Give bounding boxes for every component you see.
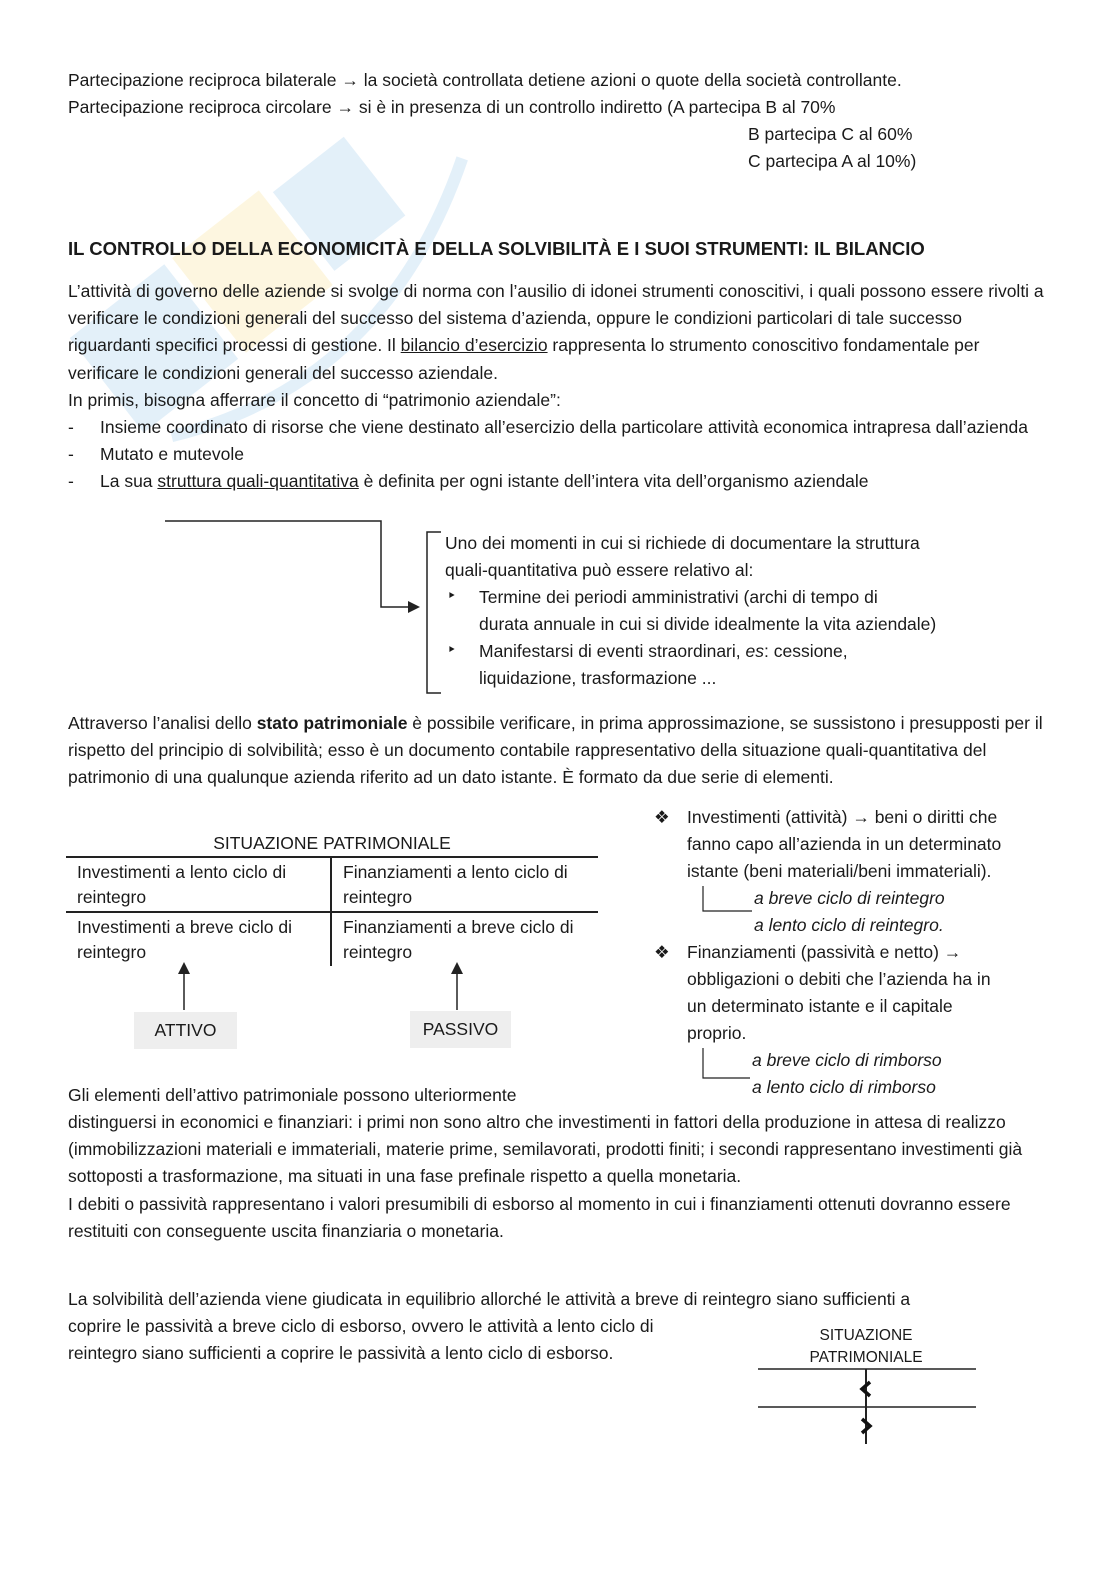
p4-line-1: La solvibilità dell’azienda viene giudicata in equilibrio allorché le attività a breve di reintegro siano sufficienti a: [68, 1289, 911, 1309]
list-item: - Insieme coordinato di risorse che viene destinato all’esercizio della particolare attività economica intrapresa dall’azienda: [68, 417, 1028, 438]
bilancio-link: bilancio d’esercizio: [400, 335, 548, 356]
attivo-tag: ATTIVO: [134, 1012, 237, 1049]
side-fin-b: a lento ciclo di rimborso: [752, 1077, 936, 1097]
side-inv-3: istante (beni materiali/beni immateriali).: [687, 861, 992, 881]
triangle-bullet-icon: ‣: [447, 642, 457, 659]
table-title: SITUAZIONE PATRIMONIALE: [213, 833, 451, 853]
intro-line-4: C partecipa A al 10%): [748, 151, 917, 171]
callout-bullet-1a: Termine dei periodi amministrativi (archi di tempo di: [479, 587, 878, 607]
passivo-tag: PASSIVO: [410, 1011, 511, 1048]
intro-line-3: B partecipa C al 60%: [748, 124, 913, 144]
callout-line-1: Uno dei momenti in cui si richiede di documentare la struttura: [445, 533, 920, 553]
mini-diagram: [750, 1360, 990, 1450]
paragraph-attivo: distinguersi in economici e finanziari: i primi non sono altro che investimenti in fattori della produzione in attesa di realizzo (immobilizzazioni materiali e immateriali, materie prime, semilavorati, prodotti finiti; i secondi rappresentano investimenti già sottoposti a trasformazione, ma situati in una fase prefinale rispetto a quella monetaria. I debiti o passività rappresentano i valori presumibili di esborso al momento in cui i finanziamenti ottenuti dovranno essere restituiti con conseguente uscita finanziaria o monetaria.: [68, 1112, 1023, 1241]
callout-bullet-2b: liquidazione, trasformazione ...: [479, 668, 717, 688]
list-item: - Mutato e mutevole: [68, 444, 244, 465]
p1-text-a: L’attività di governo delle aziende si svolge di norma con l’ausilio di idonei strumenti conoscitivi, i quali possono essere rivolti a verificare le condizioni generali del successo del sistema d’azienda, oppure le condizioni particolari di tale successo riguardanti specifici processi di gestione. Il: [68, 281, 1044, 356]
intro-line-1: Partecipazione reciproca bilaterale → la società controllata detiene azioni o quote della società controllante.: [68, 70, 902, 90]
side-inv-1: Investimenti (attività) → beni o diritti che: [687, 807, 998, 827]
table-cell: Finanziamenti a lento ciclo di reintegro: [330, 858, 598, 911]
side-fin-3: un determinato istante e il capitale: [687, 996, 953, 1016]
callout-line-2: quali-quantitativa può essere relativo al:: [445, 560, 754, 580]
p4-line-3: reintegro siano sufficienti a coprire le passività a lento ciclo di esborso.: [68, 1343, 614, 1363]
side-inv-2: fanno capo all’azienda in un determinato: [687, 834, 1002, 854]
table-cell: Investimenti a lento ciclo di reintegro: [77, 862, 287, 907]
mini-title-1: SITUAZIONE: [819, 1327, 913, 1344]
paragraph-bilancio: [68, 278, 1048, 496]
paragraph-stato-patrimoniale: Attraverso l’analisi dello stato patrimoniale è possibile verificare, in prima approssimazione, se sussistono i presupposti per il rispetto del principio di solvibilità; esso è un documento contabile rappresentativo della situazione quali-quantitativa del patrimonio di una qualunque azienda riferito ad un dato istante. È formato da due serie di elementi.: [68, 713, 1043, 788]
section-title: IL CONTROLLO DELLA ECONOMICITÀ E DELLA SOLVIBILITÀ E I SUOI STRUMENTI: IL BILANCIO: [68, 238, 925, 259]
callout-bullet-2a: Manifestarsi di eventi straordinari, es: cessione,: [479, 641, 848, 661]
p1-text-c: In primis, bisogna afferrare il concetto di “patrimonio aziendale”:: [68, 389, 561, 410]
diamond-bullet-icon: ❖: [654, 942, 670, 962]
callout-bullet-1b: durata annuale in cui si divide idealmente la vita aziendale): [479, 614, 937, 634]
mini-title-2: PATRIMONIALE: [809, 1349, 923, 1366]
side-inv-a: a breve ciclo di reintegro: [754, 888, 945, 908]
p3-line-1: Gli elementi dell’attivo patrimoniale possono ulteriormente: [68, 1085, 517, 1105]
list-item: - La sua struttura quali-quantitativa è definita per ogni istante dell’intera vita dell’organismo aziendale: [68, 471, 869, 492]
intro-line-2: Partecipazione reciproca circolare → si è in presenza di un controllo indiretto (A partecipa B al 70%: [68, 97, 836, 117]
table-cell: Investimenti a breve ciclo di reintegro: [77, 917, 292, 962]
side-inv-b: a lento ciclo di reintegro.: [754, 915, 944, 935]
situazione-patrimoniale-table: [66, 830, 598, 966]
table-cell: Finanziamenti a breve ciclo di reintegro: [330, 913, 598, 966]
p1-text-b: rappresenta lo strumento conoscitivo fondamentale per verificare le condizioni generali del successo aziendale.: [68, 335, 980, 383]
diamond-bullet-icon: ❖: [654, 807, 670, 827]
side-fin-4: proprio.: [687, 1023, 747, 1043]
p4-line-2: coprire le passività a breve ciclo di esborso, ovvero le attività a lento ciclo di: [68, 1316, 654, 1336]
side-fin-2: obbligazioni o debiti che l’azienda ha in: [687, 969, 991, 989]
side-fin-1: Finanziamenti (passività e netto) →: [687, 942, 962, 962]
side-fin-a: a breve ciclo di rimborso: [752, 1050, 942, 1070]
triangle-bullet-icon: ‣: [447, 588, 457, 605]
